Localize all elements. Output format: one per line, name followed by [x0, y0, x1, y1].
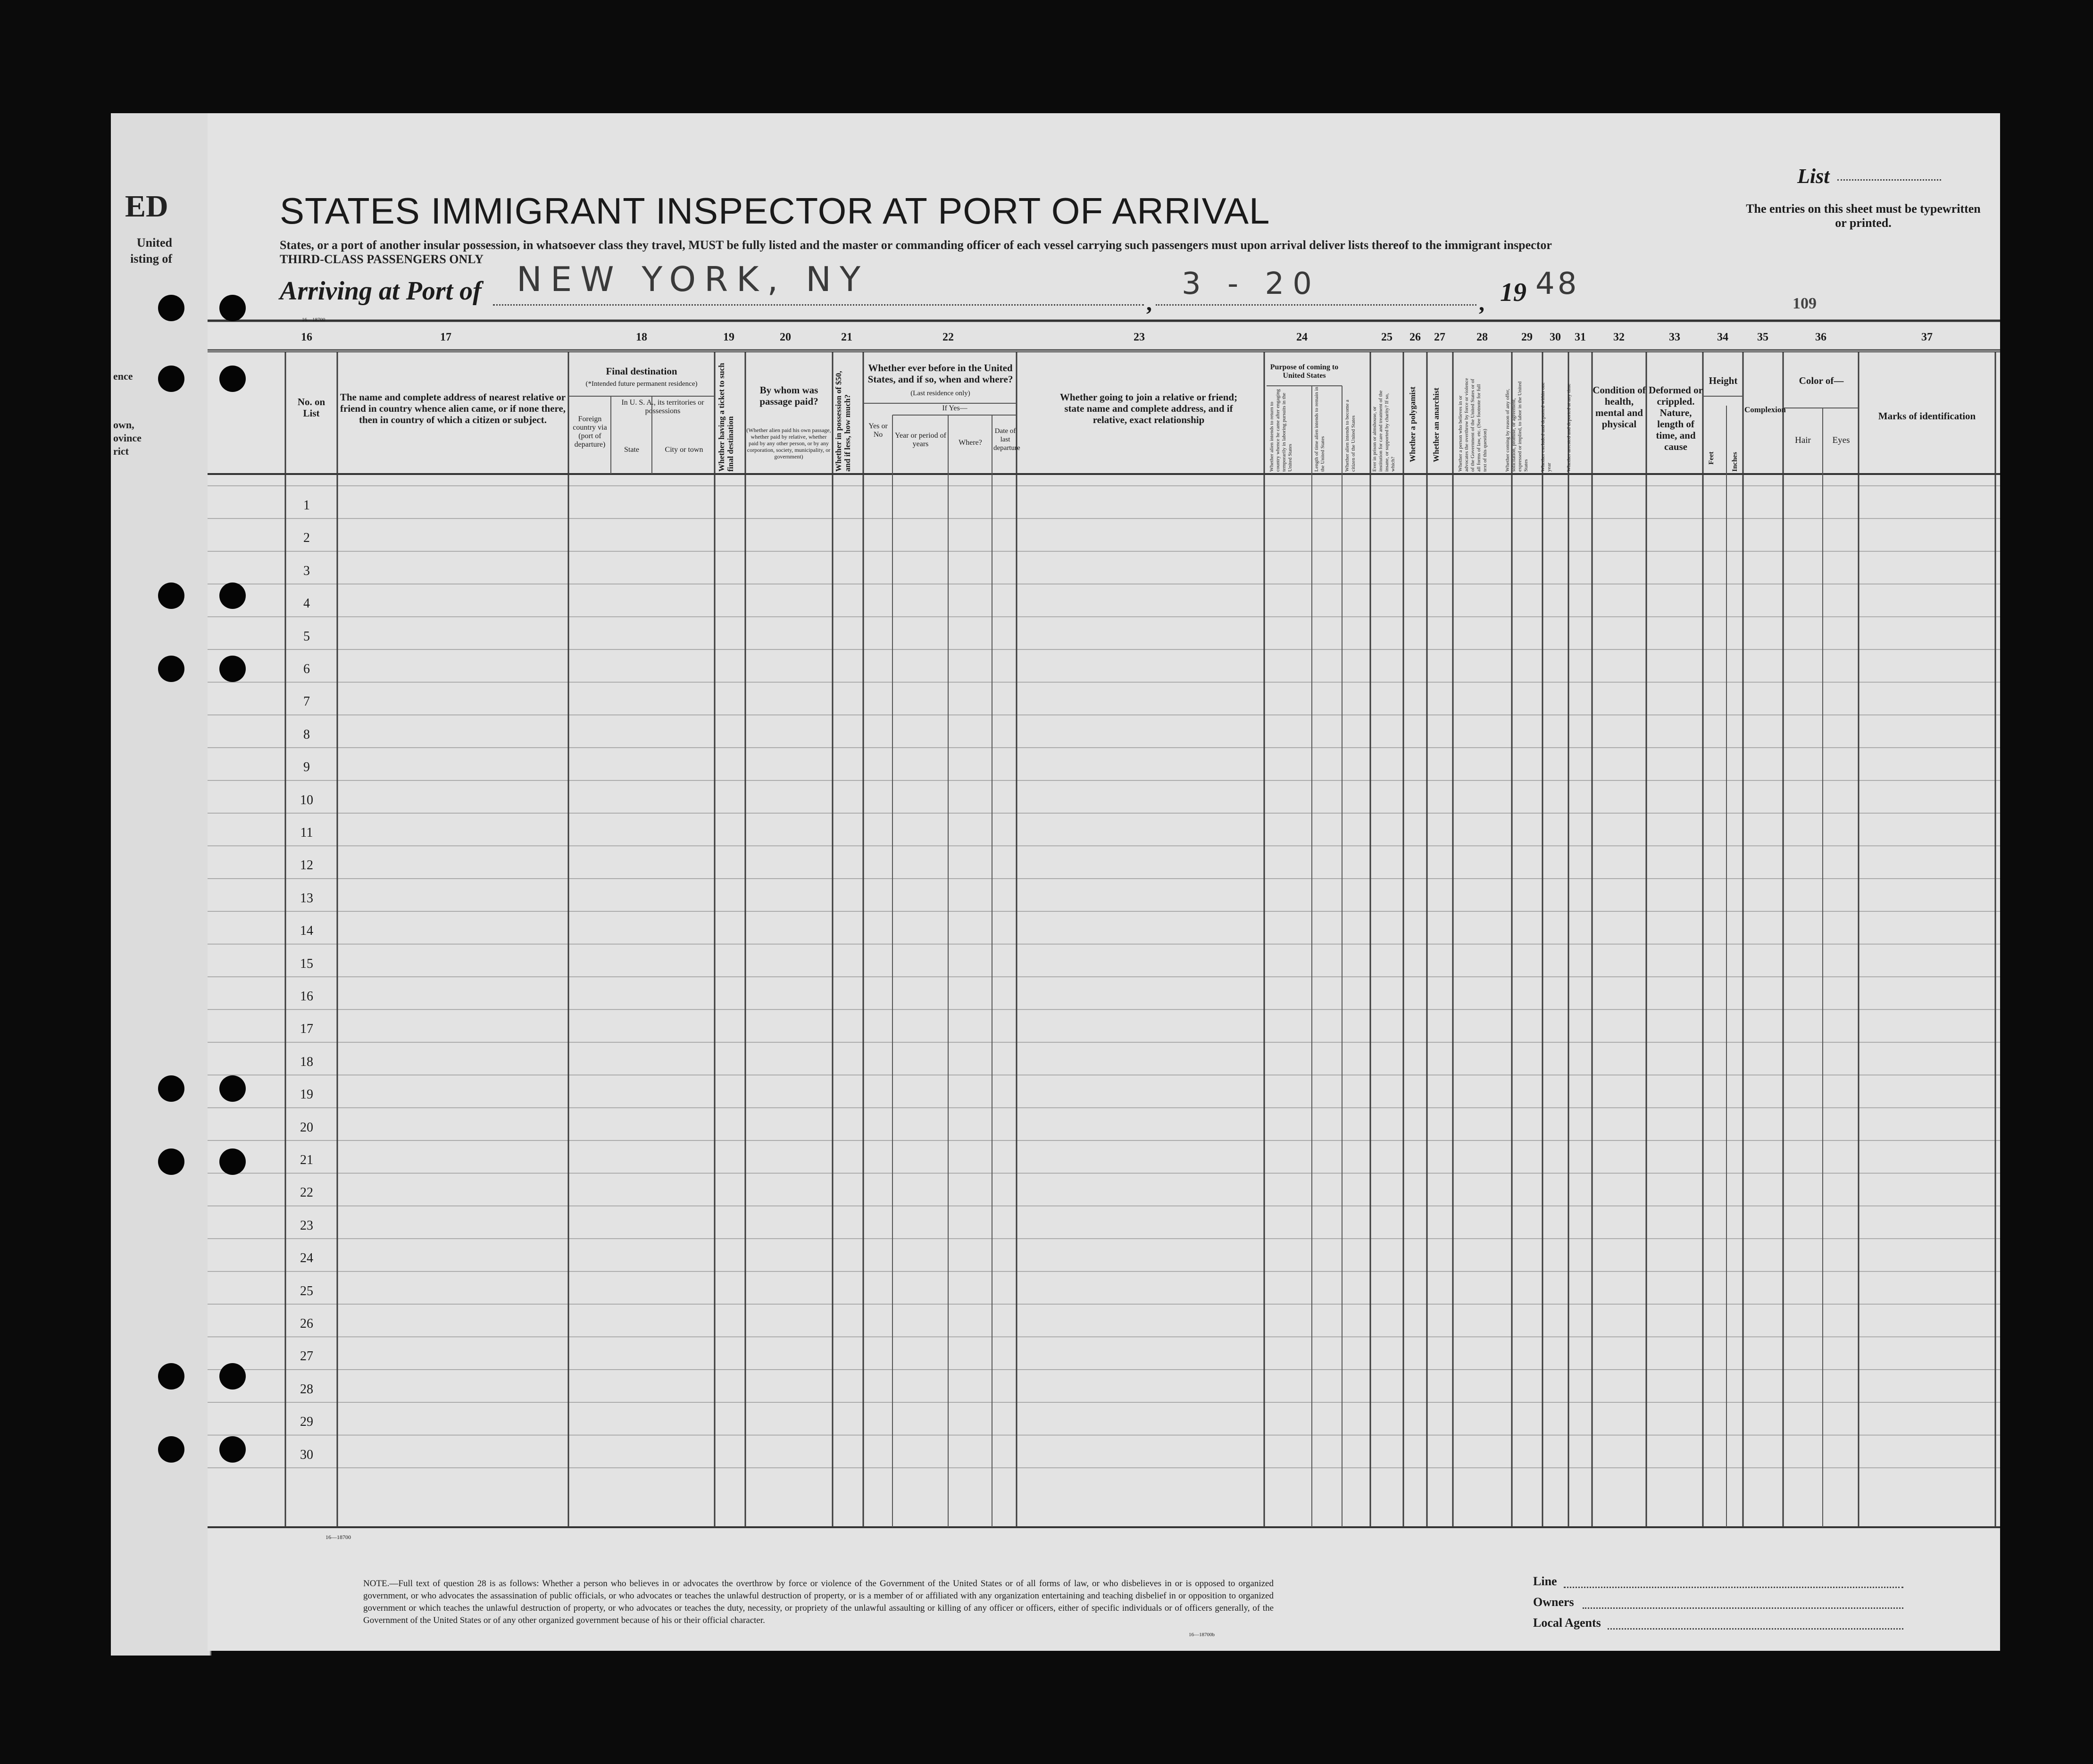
previous-sheet-column-fragment: own, — [113, 419, 134, 431]
binder-hole — [158, 582, 184, 609]
year-value-handwritten: 48 — [1535, 266, 1580, 301]
footnote-question-28: NOTE.—Full text of question 28 is as follows: Whether a person who believes in or advocates the overthrow by force or violence of the Government of the United States or of all forms of law, or who disbelieves in or is opposed to organized government, or who advocates the assassination of public officials, or who advocates or teaches the unlawful destruction of property, or is a member of or affiliated with any organization entertaining and teaching disbelief in or opposition to organized government or which teaches the unlawful destruction of property, or who advocates or teaches the duty, necessity, or propriety of the unlawful assaulting or killing of any officer or officers, either of specific individuals or of officers generally, of the Government of the United States or of any other organized government because of his or their official character. — [363, 1579, 1274, 1625]
column-number: 32 — [1613, 331, 1625, 343]
local-agents-label: Local Agents — [1533, 1616, 1601, 1630]
header-anarchist: Whether an anarchist — [1432, 387, 1441, 462]
header-fifty-dollars: Whether in possession of $50, and if less, how much? — [834, 371, 852, 472]
port-value-handwritten: NEW YORK, NY — [517, 259, 869, 299]
header-deformed: Deformed or crippled. Nature, length of time, and cause — [1649, 384, 1703, 452]
binder-hole — [158, 1363, 184, 1390]
column-number: 21 — [841, 331, 852, 343]
row-number: 4 — [303, 596, 310, 611]
row-number: 6 — [303, 662, 310, 676]
previous-sheet-strip — [111, 113, 211, 1656]
previous-sheet-column-fragment: ovince — [113, 432, 142, 444]
previous-sheet-column-fragment: ence — [113, 370, 133, 382]
row-number: 1 — [303, 498, 310, 513]
page-subtitle: States, or a port of another insular possession, in whatsoever class they travel, MUST be fully listed and the master or commanding officer of each vessel carrying such passengers must upon arrival deliver lists thereof to the immigrant inspector — [280, 238, 1552, 252]
row-number: 19 — [300, 1087, 313, 1102]
binder-hole — [219, 1075, 246, 1102]
owners-label: Owners — [1533, 1595, 1574, 1609]
date-comma: , — [1479, 291, 1484, 316]
header-offer-to-labor: Whether coming by reason of any offer, solicitation, promise, or agreement, expressed or implied, to labor in the United States — [1505, 381, 1529, 472]
binder-hole — [158, 1436, 184, 1463]
header-height: Height — [1709, 375, 1738, 386]
row-number: 21 — [300, 1153, 313, 1167]
column-number: 28 — [1476, 331, 1488, 343]
column-number: 31 — [1575, 331, 1586, 343]
column-number: 16 — [301, 331, 312, 343]
page-title: STATES IMMIGRANT INSPECTOR AT PORT OF ARRIVAL — [280, 190, 1270, 232]
header-purpose-citizen: Whether alien intends to become a citizen of the United States — [1344, 399, 1356, 472]
typewritten-note: The entries on this sheet must be typewritten or printed. — [1746, 202, 1981, 230]
class-note: THIRD-CLASS PASSENGERS ONLY — [280, 252, 484, 266]
local-agents-field[interactable] — [1608, 1628, 1903, 1630]
row-number: 12 — [300, 858, 313, 873]
column-number: 34 — [1717, 331, 1728, 343]
row-number: 18 — [300, 1054, 313, 1069]
port-comma: , — [1146, 291, 1152, 316]
header-city-town: City or town — [665, 446, 703, 454]
header-foreign-country: Foreign country via (port of departure) — [573, 415, 607, 449]
header-excluded-deported: Whether excluded and deported within one year — [1540, 382, 1552, 472]
previous-sheet-lines — [125, 235, 172, 267]
header-final-destination-note: (*Intended future permanent residence) — [585, 380, 698, 388]
binder-hole — [158, 366, 184, 392]
row-number: 7 — [303, 694, 310, 709]
column-number: 27 — [1434, 331, 1445, 343]
table-form-code: 16—18700 — [325, 1534, 351, 1540]
header-passage-paid: By whom was passage paid? — [759, 384, 818, 407]
header-ticket: Whether having a ticket to such final destination — [717, 363, 735, 472]
row-number: 10 — [300, 792, 313, 807]
column-number: 18 — [636, 331, 647, 343]
binder-hole — [158, 656, 184, 682]
row-number: 30 — [300, 1447, 313, 1462]
manifest-sheet — [208, 113, 2000, 1651]
column-number: 29 — [1521, 331, 1533, 343]
row-number: 11 — [300, 825, 313, 840]
binder-hole — [158, 295, 184, 321]
row-number: 8 — [303, 727, 310, 742]
header-nearest-relative: The name and complete address of nearest relative or friend in country whence alien came, or if none there, then in country of which a citizen or subject. — [340, 391, 566, 425]
binder-hole — [219, 1436, 246, 1463]
row-number: 5 — [303, 629, 310, 644]
binder-hole — [219, 1148, 246, 1175]
line-label: Line — [1533, 1574, 1557, 1588]
header-hair: Hair — [1795, 435, 1811, 445]
header-final-destination: Final destination — [606, 366, 677, 377]
header-year-period: Year or period of years — [894, 432, 946, 448]
date-line — [1156, 304, 1476, 306]
header-prison: Ever in prison or almshouse, or institution for care and treatment of the insane, or supported by charity? If so, which? — [1372, 390, 1396, 472]
header-overthrow: Whether a person who believes in or advocates the overthrow by force or violence of the Government of the United States or of all forms of law, etc. (See footnote for full text of this question) — [1458, 378, 1488, 472]
header-yes-or-no: Yes or No — [868, 422, 888, 439]
header-joining-relative: Whether going to join a relative or friend; state name and complete address, and if relative, exact relationship — [1059, 391, 1238, 425]
header-date-last-departure: Date of last departure — [993, 427, 1020, 452]
column-number: 25 — [1381, 331, 1393, 343]
row-number: 14 — [300, 924, 313, 939]
page-number: 109 — [1793, 295, 1817, 312]
row-number: 20 — [300, 1120, 313, 1135]
row-number: 22 — [300, 1185, 313, 1200]
header-feet: Feet — [1708, 451, 1715, 465]
column-number: 33 — [1669, 331, 1680, 343]
binder-hole — [219, 366, 246, 392]
binder-hole — [219, 295, 246, 321]
header-if-yes: If Yes— — [942, 404, 967, 412]
header-in-usa: In U. S. A., its territories or possessions — [621, 399, 704, 415]
header-purpose-length: Length of time alien intends to remain in the United States — [1314, 387, 1326, 472]
binder-hole — [219, 1363, 246, 1390]
header-inches: Inches — [1731, 452, 1739, 472]
header-polygamist: Whether a polygamist — [1408, 386, 1417, 462]
row-number: 26 — [300, 1316, 313, 1331]
header-last-residence-note: (Last residence only) — [910, 390, 970, 397]
form-code: 16—18700 — [302, 317, 325, 323]
binder-hole — [219, 582, 246, 609]
column-number: 23 — [1134, 331, 1145, 343]
binder-hole — [158, 1075, 184, 1102]
header-health: Condition of health, mental and physical — [1593, 384, 1646, 430]
list-number-line — [1837, 179, 1941, 181]
column-number: 36 — [1815, 331, 1826, 343]
footer-form-code: 16—18700b — [1189, 1632, 1215, 1638]
column-number: 35 — [1757, 331, 1768, 343]
row-number: 13 — [300, 890, 313, 906]
previous-sheet-column-fragment: rict — [113, 445, 129, 457]
column-number: 22 — [942, 331, 954, 343]
port-line — [493, 304, 1144, 306]
row-number: 17 — [300, 1022, 313, 1037]
header-marks-identification: Marks of identification — [1878, 410, 1976, 422]
arriving-port-label: Arriving at Port of — [280, 276, 482, 306]
row-number: 15 — [300, 956, 313, 971]
row-number: 24 — [300, 1251, 313, 1266]
binder-hole — [158, 1148, 184, 1175]
column-number: 37 — [1921, 331, 1933, 343]
row-number: 25 — [300, 1283, 313, 1298]
line-field[interactable] — [1564, 1587, 1903, 1588]
row-number: 3 — [303, 563, 310, 578]
row-number: 28 — [300, 1381, 313, 1397]
header-purpose-return: Whether alien intends to return to country whence he came after engaging temporarily in laboring pursuits in the United States — [1269, 389, 1293, 472]
header-no-on-list: No. on List — [297, 396, 325, 419]
row-number: 2 — [303, 531, 310, 546]
binder-hole — [219, 656, 246, 682]
previous-sheet-title-fragment: ED — [125, 189, 168, 224]
header-purpose: Purpose of coming to United States — [1270, 363, 1339, 380]
column-number: 24 — [1296, 331, 1308, 343]
header-arrested-deported: Whether arrested and deported at any time — [1566, 383, 1572, 472]
manifest-table-grid — [208, 113, 2000, 1651]
column-number: 20 — [780, 331, 791, 343]
header-complexion: Complexion — [1744, 405, 1786, 414]
row-number: 9 — [303, 760, 310, 775]
row-number: 23 — [300, 1218, 313, 1233]
header-color-of: Color of— — [1799, 375, 1844, 386]
column-number: 19 — [723, 331, 734, 343]
owners-field[interactable] — [1583, 1607, 1903, 1609]
row-number: 16 — [300, 989, 313, 1004]
previous-sheet-line: isting of — [130, 252, 172, 266]
year-prefix: 19 — [1500, 278, 1526, 307]
header-passage-paid-note: (Whether alien paid his own passage, whether paid by relative, whether paid by any other person, or by any corporation, society, municipality, or government) — [746, 427, 831, 460]
list-label: List — [1797, 165, 1830, 188]
header-eyes: Eyes — [1832, 435, 1850, 445]
row-number: 29 — [300, 1415, 313, 1430]
date-value-handwritten: 3 - 20 — [1182, 266, 1320, 301]
column-number: 17 — [440, 331, 451, 343]
column-number: 26 — [1409, 331, 1421, 343]
header-where: Where? — [959, 439, 982, 447]
header-ever-before-in-us: Whether ever before in the United States, and if so, when and where? — [867, 362, 1013, 385]
header-state: State — [624, 446, 639, 454]
row-number: 27 — [300, 1349, 313, 1364]
column-number: 30 — [1550, 331, 1561, 343]
previous-sheet-line: United — [136, 236, 172, 250]
